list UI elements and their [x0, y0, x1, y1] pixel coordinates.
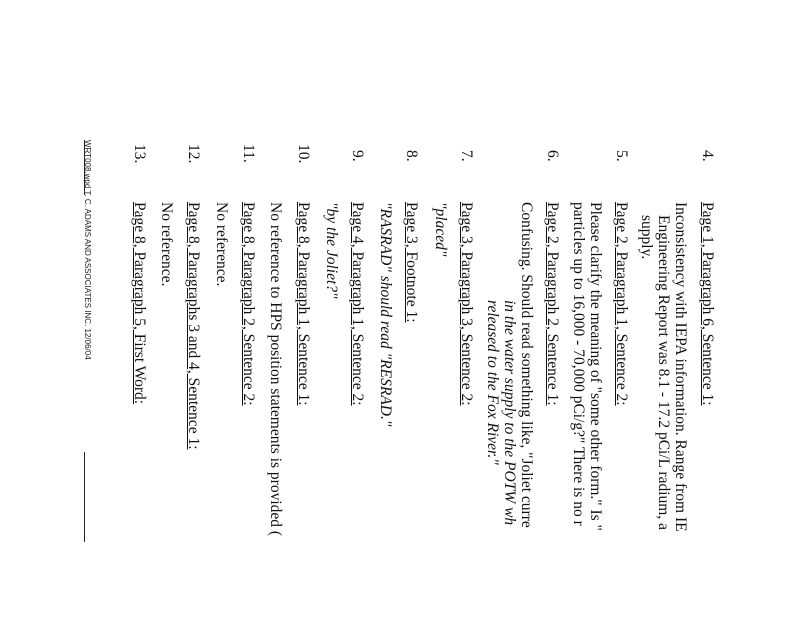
item-heading: Page 1, Paragraph 6, Sentence 1: — [699, 202, 716, 406]
item-number: 12. — [185, 144, 202, 164]
item-5-comment-1: Please clarify the meaning of "some other form." Is " — [587, 202, 604, 531]
item-number: 11. — [240, 144, 257, 163]
item-8-comment: "RASRAD" should read "RESRAD." — [377, 202, 394, 427]
item-heading: Page 8, Paragraphs 3 and 4, Sentence 1: — [185, 202, 202, 450]
footer-rule-right — [84, 452, 85, 542]
item-5-heading — [613, 150, 630, 406]
item-number: 13. — [131, 144, 148, 164]
item-heading: Page 2, Paragraph 1, Sentence 2: — [613, 202, 630, 406]
item-11-comment: No reference. — [213, 202, 230, 287]
item-11-heading — [240, 144, 257, 406]
item-number: 4. — [699, 150, 716, 162]
item-heading: Page 4, Paragraph 1, Sentence 2: — [349, 202, 366, 406]
item-8-heading — [403, 150, 420, 323]
item-5-comment-2: particles up to 16,000 - 70,000 pCi/g?" There is no r — [570, 202, 587, 526]
item-10-heading — [295, 144, 312, 406]
footer-filename: WRT008.wpd — [83, 140, 92, 189]
footer — [83, 140, 92, 360]
item-heading: Page 8, Paragraph 5, First Word: — [131, 202, 148, 405]
item-9-comment: "by the Joliet?" — [323, 202, 340, 299]
item-number: 8. — [403, 150, 420, 162]
footer-company: T. C. ADAMS AND ASSOCIATES INC. 12/06/04 — [83, 190, 92, 360]
item-6-comment-1: Confusing. Should read something like, "Joliet curre — [518, 202, 535, 528]
item-10-comment: No reference to HPS position statements is provided ( — [267, 202, 284, 537]
item-4-comment-2: Engineering Report was 8.1 - 17.2 pCi/L radium, a — [655, 215, 672, 530]
item-number: 9. — [349, 150, 366, 162]
item-4-comment-3: supply. — [638, 215, 655, 260]
item-heading: Page 2, Paragraph 2, Sentence 1: — [544, 202, 561, 406]
item-heading: Page 3, Paragraph 3, Sentence 2: — [458, 202, 475, 406]
item-12-comment: No reference. — [158, 202, 175, 287]
item-7-comment: "placed" — [432, 202, 449, 257]
item-heading: Page 3, Footnote 1: — [403, 202, 420, 323]
item-number: 10. — [295, 144, 312, 164]
item-7-heading — [458, 150, 475, 406]
item-9-heading — [349, 150, 366, 406]
item-number: 6. — [544, 150, 561, 162]
item-heading: Page 8, Paragraph 2, Sentence 2: — [240, 202, 257, 406]
item-6-comment-2: in the water supply to the POTW wh — [501, 300, 518, 526]
item-12-heading — [185, 144, 202, 450]
item-6-comment-3: released to the Fox River." — [484, 300, 501, 465]
item-4-heading — [699, 150, 716, 406]
item-number: 5. — [613, 150, 630, 162]
item-6-heading — [544, 150, 561, 406]
item-number: 7. — [458, 150, 475, 162]
item-4-comment-1: Inconsistency with IEPA information. Range from IE — [672, 202, 689, 532]
item-13-heading — [131, 144, 148, 404]
item-heading: Page 8, Paragraph 1, Sentence 1: — [295, 202, 312, 406]
